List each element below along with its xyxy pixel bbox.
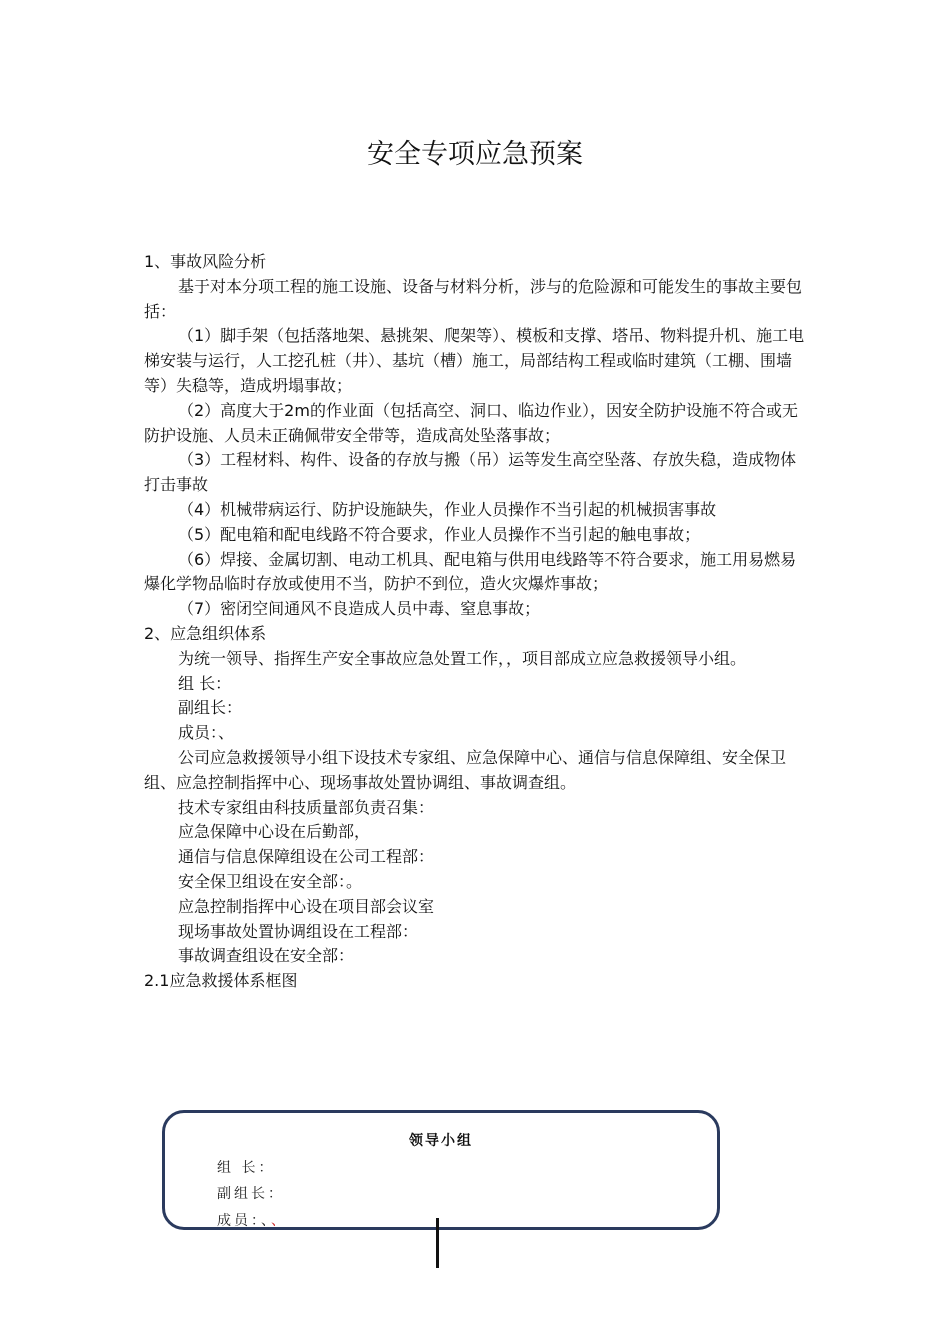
box-members-sep-2: 、 [271,1213,288,1229]
risk-item-4: （4）机械带病运行、防护设施缺失，作业人员操作不当引起的机械损害事故 [178,499,717,519]
org-investigation: 事故调查组设在安全部： [178,946,355,966]
page-title: 安全专项应急预案 [367,139,583,170]
org-subgroups: 公司应急救援领导小组下设技术专家组、应急保障中心、通信与信息保障组、安全保卫组、应急控制指挥中心、现场事故处置协调组、事故调查组。 [144,747,787,792]
section-heading-1: 1、事故风险分析 [144,252,267,271]
box-title: 领导小组 [409,1133,473,1149]
paragraph-intro: 基于对本分项工程的施工设施、设备与材料分析，涉与的危险源和可能发生的事故主要包括： [144,276,803,321]
risk-item-7: （7）密闭空间通风不良造成人员中毒、窒息事故； [178,599,541,619]
leadership-group-box [162,1110,720,1230]
risk-item-2: （2）高度大于2m的作业面（包括高空、洞口、临边作业），因安全防护设施不符合或无防护设施、人员未正确佩带安全带等，造成高处坠落事故； [144,400,798,445]
org-leader: 组 长： [178,673,232,693]
org-security: 安全保卫组设在安全部：。 [178,871,363,891]
org-support-center: 应急保障中心设在后勤部， [178,822,371,842]
risk-item-5: （5）配电箱和配电线路不符合要求，作业人员操作不当引起的触电事故； [178,524,701,544]
risk-item-1: （1）脚手架（包括落地架、悬挑架、爬架等）、模板和支撑、塔吊、物料提升机、施工电梯安装与运行，人工挖孔桩（井）、基坑（槽）施工，局部结构工程或临时建筑（工棚、围墙等）失稳等，造成坍塌事故； [144,326,805,395]
org-coordination: 现场事故处置协调组设在工程部： [178,921,419,941]
org-intro: 为统一领导、指挥生产安全事故应急处置工作，，项目部成立应急救援领导小组。 [178,648,747,668]
box-deputy: 副组长： [217,1186,285,1202]
org-command-center: 应急控制指挥中心设在项目部会议室 [178,896,435,916]
box-members-label: 成员： [217,1213,261,1229]
document-body [144,250,808,994]
risk-item-3: （3）工程材料、构件、设备的存放与搬（吊）运等发生高空坠落、存放失稳，造成物体打击事故 [144,450,797,495]
org-comms: 通信与信息保障组设在公司工程部： [178,847,435,867]
connector-line [436,1218,439,1268]
org-members: 成员：、 [178,723,235,743]
box-leader: 组 长： [217,1160,276,1176]
risk-item-6: （6）焊接、金属切割、电动工机具、配电箱与供用电线路等不符合要求，施工用易燃易爆化学物品临时存放或使用不当，防护不到位，造火灾爆炸事故； [144,549,797,594]
section-heading-2-1: 2.1应急救援体系框图 [144,971,298,991]
org-tech-experts: 技术专家组由科技质量部负责召集： [178,797,435,817]
box-members [217,1210,288,1230]
org-deputy: 副组长： [178,698,243,718]
box-members-sep-1: 、 [261,1213,271,1229]
section-heading-2: 2、应急组织体系 [144,623,267,643]
